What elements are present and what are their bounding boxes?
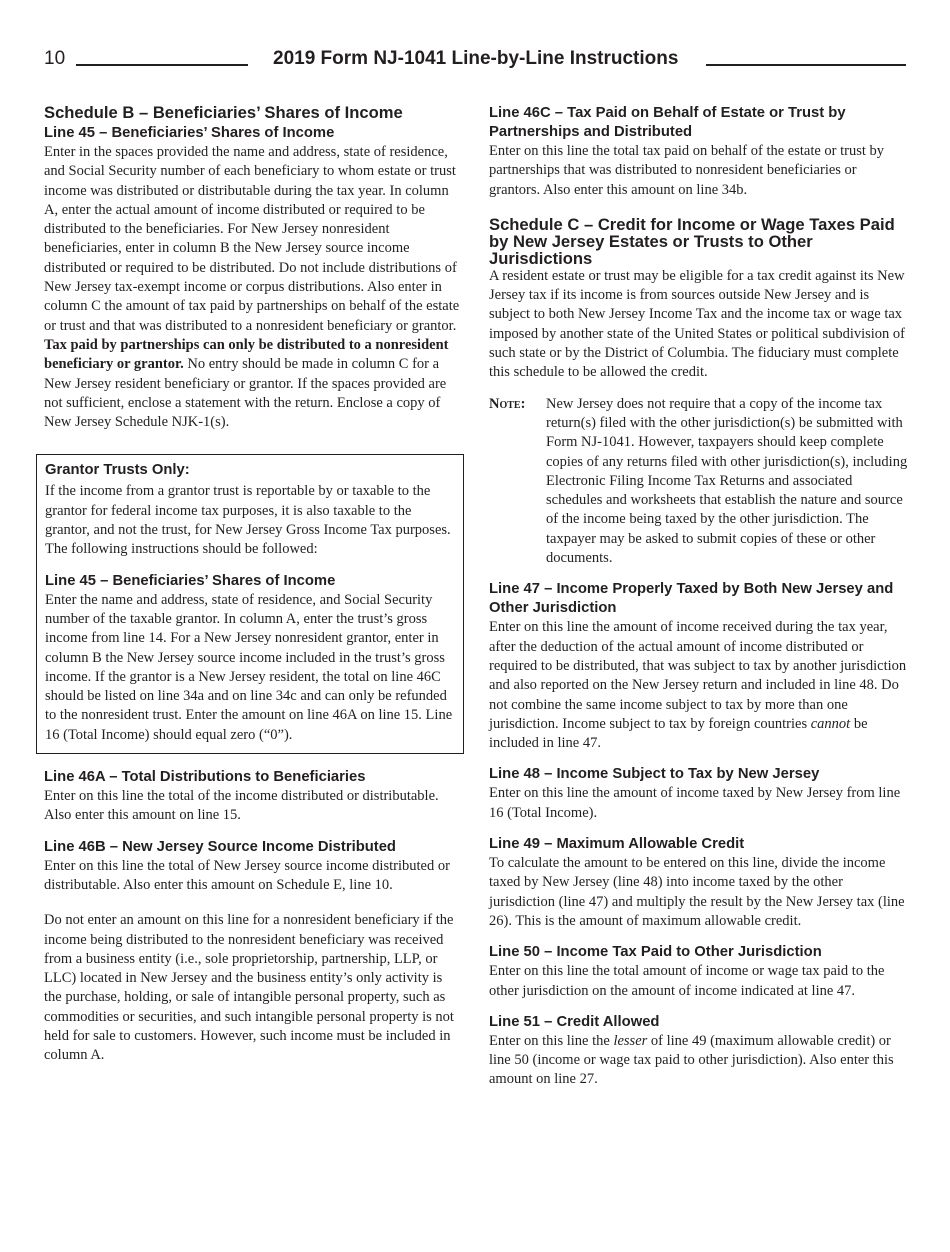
line51-text	[489, 1032, 909, 1090]
line51-text-a: Enter on this line the	[489, 1032, 610, 1049]
line50-title: Line 50 – Income Tax Paid to Other Jurisdiction	[489, 944, 822, 961]
line46b-text: Enter on this line the total of New Jersey source income distributed or distributable. Also enter this amount on Schedule E, line 10.	[44, 857, 450, 893]
line46c-text: Enter on this line the total tax paid on behalf of the estate or trust by partnerships that was distributed to nonresident beneficiaries or grantors. Also enter this amount on line 34b.	[489, 143, 885, 198]
line47-title: Line 47 – Income Properly Taxed by Both New Jersey and Other Jurisdiction	[489, 581, 894, 617]
page-header	[44, 46, 906, 76]
line49-title: Line 49 – Maximum Allowable Credit	[489, 836, 745, 853]
line51-text-em: lesser	[613, 1032, 648, 1049]
line48-title: Line 48 – Income Subject to Tax by New Jersey	[489, 766, 820, 783]
grantor-box-intro: If the income from a grantor trust is reportable by or taxable to the grantor for federal income tax purposes, it is also taxable to the grantor, and not the trust, for New Jersey Gross Income Tax purposes. The following instructions should be followed:	[45, 483, 451, 558]
line46a-text: Enter on this line the total of the income distributed or distributable. Also enter this amount on line 15.	[44, 788, 439, 824]
line45-text-bold: Tax paid by partnerships can only be distributed to a nonresident beneficiary or grantor.	[44, 336, 449, 373]
note-text: New Jersey does not require that a copy of the income tax return(s) filed with the other jurisdiction(s) be submitted with Form NJ-1041. However, taxpayers should keep complete copies of any returns filed with other jurisdiction(s), including Electronic Filing Income Tax Returns and associated schedules and worksheets that establish the nature and source of the income being taxed by the other jurisdiction. The taxpayer may be asked to submit copies of these or other documents.	[546, 395, 908, 567]
line47-text	[489, 618, 909, 753]
grantor-trusts-box	[36, 454, 464, 754]
line46b-title: Line 46B – New Jersey Source Income Distributed	[44, 838, 396, 855]
schedule-c-text: A resident estate or trust may be eligible for a tax credit against its New Jersey tax if its income is from sources outside New Jersey and is subject to both New Jersey Income Tax and the income tax or wage tax imposed by another state of the United States or political subdivision of such state or by the District of Columbia. The fiduciary must complete this schedule to be allowed the credit.	[489, 267, 905, 381]
line48-text: Enter on this line the amount of income taxed by New Jersey from line 16 (Total Income).	[489, 785, 901, 821]
document-title: 2019 Form NJ-1041 Line-by-Line Instructions	[273, 48, 679, 69]
header-rule-left	[76, 64, 248, 66]
line46a-title: Line 46A – Total Distributions to Beneficiaries	[44, 769, 366, 786]
page-number: 10	[44, 48, 66, 69]
line46c-title: Line 46C – Tax Paid on Behalf of Estate or Trust by Partnerships and Distributed	[489, 105, 846, 140]
line45-text-b: No entry should be made in column C for a New Jersey resident beneficiary or grantor. If the spaces provided are not sufficient, enclose a statement with the return. Enclose a copy of New Jersey Schedule NJK-1(s).	[44, 356, 447, 431]
line49-text: To calculate the amount to be entered on this line, divide the income taxed by New Jersey (line 48) into income taxed by the other jurisdiction (line 47) and multiply the result by the New Jersey tax (line 26). This is the amount of maximum allowable credit.	[489, 855, 905, 929]
line47-text-a: Enter on this line the amount of income received during the tax year, after the deduction of the actual amount of income distributed or required to be distributed, that was subject to tax by another jurisdiction and also reported on the New Jersey return and included in line 48. Do not combine the same income subject to tax by more than one jurisdiction. Income subject to tax by foreign countries	[489, 619, 907, 732]
line46b-text-2: Do not enter an amount on this line for a nonresident beneficiary if the income being distributed to the nonresident beneficiary was received from a business entity (i.e., sole proprietorship, partnership, LLP, or LLC) located in New Jersey and the business entity’s only activity is the purchase, holding, or sale of intangible personal property, such as commodities or securities, and such intangible personal property is not held for sale to customers. However, such income must be included in column A.	[44, 912, 454, 1064]
line47-text-em: cannot	[810, 715, 851, 732]
line45-title: Line 45 – Beneficiaries’ Shares of Income	[44, 125, 335, 141]
note-label: Note:	[489, 395, 526, 412]
header-rule-right	[706, 64, 906, 66]
line45-text-a: Enter in the spaces provided the name and address, state of residence, and Social Security number of each beneficiary to whom estate or trust income was distributed or distributable during the tax year. In column A, enter the actual amount of income distributed or required to be distributed to the beneficiaries. For New Jersey nonresident beneficiaries, enter in column B the New Jersey source income distributed or required to be distributed. Do not include distributions of New Jersey tax-exempt income or corpus distributions. Also enter in column C the amount of tax paid by partnerships on behalf of the estate or trust and that was distributed to a nonresident beneficiary or grantor.	[44, 144, 460, 334]
grantor-line45-text: Enter the name and address, state of residence, and Social Security number of the taxable grantor. In column A, enter the trust’s gross income from line 14. For a New Jersey nonresident grantor, enter in column B the New Jersey source income included in the trust’s gross income. If the grantor is a New Jersey resident, the total on line 46C should be listed on line 34a and on line 34c and can only be refunded to the nonresident trust. Enter the amount on line 46A on line 15. Line 16 (Total Income) should equal zero (“0”).	[45, 591, 453, 743]
schedule-c-title: Schedule C – Credit for Income or Wage Taxes Paid by New Jersey Estates or Trusts to Other Jurisdictions	[489, 214, 895, 268]
note-block	[489, 395, 909, 569]
line51-title: Line 51 – Credit Allowed	[489, 1013, 660, 1030]
line51-text-b: of line 49 (maximum allowable credit) or line 50 (income or wage tax paid to other jurisdiction). Also enter this amount on line 27.	[489, 1032, 894, 1088]
line45-text	[44, 143, 462, 432]
line47-text-b: be included in line 47.	[489, 715, 868, 752]
grantor-line45-title: Line 45 – Beneficiaries’ Shares of Income	[45, 572, 336, 589]
grantor-box-title: Grantor Trusts Only:	[45, 462, 190, 479]
left-column	[44, 104, 462, 1066]
line50-text: Enter on this line the total amount of income or wage tax paid to the other jurisdiction on the amount of income indicated at line 47.	[489, 963, 885, 999]
schedule-b-title: Schedule B – Beneficiaries’ Shares of Income	[44, 103, 403, 122]
right-column	[489, 104, 909, 1090]
